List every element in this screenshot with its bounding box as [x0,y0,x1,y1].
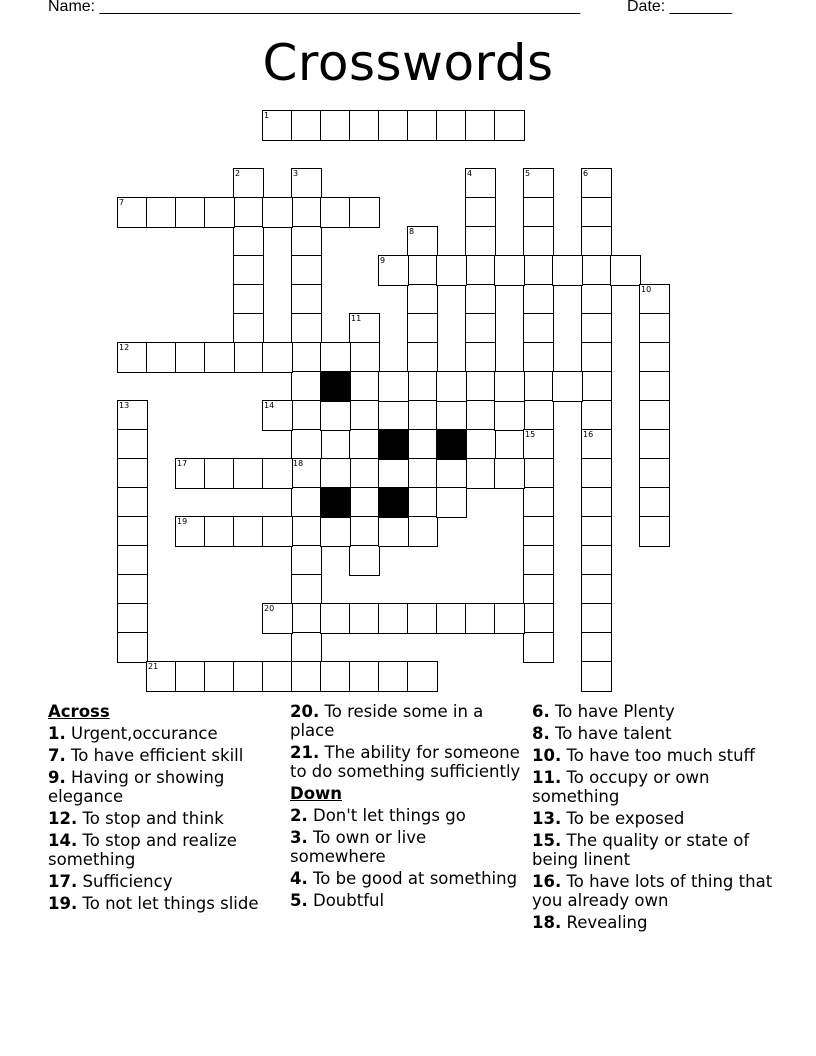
grid-cell[interactable] [523,574,554,605]
grid-cell[interactable] [407,400,438,431]
grid-cell[interactable] [465,255,496,286]
grid-cell[interactable] [117,574,148,605]
grid-cell[interactable] [523,255,554,286]
grid-cell[interactable] [407,487,438,518]
grid-cell[interactable] [465,603,496,634]
grid-cell[interactable] [349,197,380,228]
clue-column-1 [48,702,288,916]
grid-cell[interactable] [378,516,409,547]
clue-text: To own or live somewhere [290,828,427,866]
clue-number: 4. [290,869,308,888]
grid-cell[interactable] [465,168,496,199]
cell-number: 14 [264,401,275,410]
grid-cell[interactable] [436,400,467,431]
grid-cell[interactable] [494,110,525,141]
grid-cell[interactable] [291,371,322,402]
grid-cell[interactable] [291,284,322,315]
grid-cell[interactable] [523,400,554,431]
grid-cell[interactable] [639,458,670,489]
grid-cell[interactable] [581,574,612,605]
grid-cell[interactable] [581,371,612,402]
grid-cell[interactable] [523,632,554,663]
grid-cell[interactable] [378,603,409,634]
grid-cell[interactable] [233,168,264,199]
clue-number: 1. [48,724,66,743]
grid-cell[interactable] [581,255,612,286]
grid-cell[interactable] [378,371,409,402]
clue-number: 21. [290,743,320,762]
grid-cell[interactable] [349,661,380,692]
grid-cell[interactable] [117,458,148,489]
clue-item [290,702,522,740]
grid-cell[interactable] [233,313,264,344]
cell-number: 17 [177,459,188,468]
grid-cell[interactable] [349,516,380,547]
grid-cell[interactable] [378,458,409,489]
grid-cell[interactable] [233,284,264,315]
clue-text: Urgent,occurance [71,724,218,743]
grid-cell[interactable] [581,197,612,228]
clue-column-3 [532,702,782,935]
clue-text: To have too much stuff [566,746,755,765]
grid-cell[interactable] [204,342,235,373]
grid-cell[interactable] [407,516,438,547]
grid-cell[interactable] [581,168,612,199]
grid-cell[interactable] [291,574,322,605]
clue-text: The ability for someone to do something sufficiently [290,743,521,781]
grid-cell[interactable] [581,342,612,373]
grid-cell[interactable] [523,168,554,199]
clue-item [532,746,782,765]
grid-cell[interactable] [233,661,264,692]
grid-cell[interactable] [291,429,322,460]
clue-number: 9. [48,768,66,787]
grid-cell[interactable] [320,661,351,692]
grid-cell[interactable] [581,226,612,257]
clue-item [290,869,522,888]
grid-cell[interactable] [639,313,670,344]
grid-cell[interactable] [523,458,554,489]
grid-cell[interactable] [436,487,467,518]
grid-cell[interactable] [291,255,322,286]
grid-cell[interactable] [291,110,322,141]
grid-cell[interactable] [639,516,670,547]
grid-cell[interactable] [639,400,670,431]
clue-number: 18. [532,913,562,932]
grid-cell[interactable] [320,342,351,373]
grid-cell[interactable] [262,110,293,141]
clue-text: To not let things slide [82,894,259,913]
grid-cell[interactable] [146,661,177,692]
clue-number: 8. [532,724,550,743]
grid-cell[interactable] [407,458,438,489]
grid-cell[interactable] [262,603,293,634]
grid-cell[interactable] [117,429,148,460]
grid-cell[interactable] [407,255,438,286]
date-field-line: Date: _______ [627,0,732,15]
clue-number: 10. [532,746,562,765]
clue-item [532,913,782,932]
grid-cell[interactable] [436,603,467,634]
cell-number: 11 [351,314,362,323]
grid-cell[interactable] [117,603,148,634]
cell-number: 12 [119,343,130,352]
grid-cell[interactable] [378,661,409,692]
grid-cell[interactable] [610,255,641,286]
grid-cell[interactable] [407,661,438,692]
grid-cell[interactable] [465,110,496,141]
grid-cell[interactable] [262,197,293,228]
grid-cell[interactable] [465,400,496,431]
grid-cell[interactable] [117,545,148,576]
clue-item [48,872,288,891]
grid-cell[interactable] [262,342,293,373]
grid-cell[interactable] [291,603,322,634]
grid-cell[interactable] [407,313,438,344]
grid-cell[interactable] [291,487,322,518]
clue-text: To have talent [555,724,672,743]
grid-cell[interactable] [117,342,148,373]
grid-cell[interactable] [204,661,235,692]
grid-cell[interactable] [233,458,264,489]
clue-text: To have lots of thing that you already own [532,872,773,910]
clue-number: 14. [48,831,78,850]
grid-cell[interactable] [349,400,380,431]
grid-cell[interactable] [204,516,235,547]
grid-cell[interactable] [436,110,467,141]
grid-cell[interactable] [494,603,525,634]
grid-cell[interactable] [233,255,264,286]
grid-cell[interactable] [146,342,177,373]
grid-cell[interactable] [523,226,554,257]
cell-number: 6 [583,169,589,178]
grid-cell[interactable] [320,197,351,228]
name-field-line: Name: ______________________________________________________ [48,0,581,15]
clue-text: To be exposed [566,809,685,828]
grid-cell[interactable] [465,313,496,344]
clue-number: 17. [48,872,78,891]
grid-cell[interactable] [291,632,322,663]
grid-cell[interactable] [581,458,612,489]
clue-text: To occupy or own something [532,768,710,806]
grid-cell[interactable] [465,342,496,373]
grid-cell[interactable] [407,429,438,460]
clue-number: 19. [48,894,78,913]
grid-cell[interactable] [436,255,467,286]
grid-cell[interactable] [349,371,380,402]
grid-cell[interactable] [407,110,438,141]
grid-cell[interactable] [552,371,583,402]
grid-cell[interactable] [117,632,148,663]
clue-item [48,831,288,869]
clue-number: 6. [532,702,550,721]
clue-number: 12. [48,809,78,828]
clue-number: 7. [48,746,66,765]
grid-cell[interactable] [175,661,206,692]
grid-cell[interactable] [407,284,438,315]
cell-number: 15 [525,430,536,439]
cell-number: 7 [119,198,125,207]
grid-cell[interactable] [175,197,206,228]
black-cell [378,429,409,460]
grid-cell[interactable] [117,400,148,431]
clue-text: Having or showing elegance [48,768,225,806]
grid-cell[interactable] [465,197,496,228]
clue-item [290,828,522,866]
grid-cell[interactable] [639,371,670,402]
grid-cell[interactable] [523,545,554,576]
grid-cell[interactable] [639,284,670,315]
grid-cell[interactable] [407,603,438,634]
clue-item [532,702,782,721]
clue-text: To be good at something [313,869,518,888]
grid-cell[interactable] [581,603,612,634]
clue-text: To have Plenty [555,702,675,721]
grid-cell[interactable] [581,487,612,518]
grid-cell[interactable] [523,429,554,460]
clue-item [532,724,782,743]
grid-cell[interactable] [291,168,322,199]
clue-number: 16. [532,872,562,891]
grid-cell[interactable] [465,226,496,257]
grid-cell[interactable] [204,197,235,228]
grid-cell[interactable] [204,458,235,489]
page-title: Crosswords [262,34,554,92]
grid-cell[interactable] [378,255,409,286]
black-cell [436,429,467,460]
grid-cell[interactable] [175,458,206,489]
clue-text: Don't let things go [313,806,466,825]
grid-cell[interactable] [581,429,612,460]
clue-item [48,894,288,913]
grid-cell[interactable] [407,342,438,373]
grid-cell[interactable] [581,284,612,315]
clue-item [532,809,782,828]
grid-cell[interactable] [523,371,554,402]
grid-cell[interactable] [581,313,612,344]
grid-cell[interactable] [581,632,612,663]
grid-cell[interactable] [494,400,525,431]
grid-cell[interactable] [291,197,322,228]
grid-cell[interactable] [233,516,264,547]
grid-cell[interactable] [494,458,525,489]
cell-number: 4 [467,169,473,178]
clue-item [290,806,522,825]
grid-cell[interactable] [262,458,293,489]
grid-cell[interactable] [494,371,525,402]
grid-cell[interactable] [378,110,409,141]
clue-item [48,746,288,765]
clue-number: 2. [290,806,308,825]
clue-text: To stop and think [82,809,224,828]
grid-cell[interactable] [639,487,670,518]
grid-cell[interactable] [639,429,670,460]
grid-cell[interactable] [581,545,612,576]
grid-cell[interactable] [320,603,351,634]
grid-cell[interactable] [349,110,380,141]
grid-cell[interactable] [146,197,177,228]
clue-item [532,831,782,869]
section-heading-across: Across [48,702,110,721]
clue-column-2 [290,702,522,913]
clue-number: 3. [290,828,308,847]
grid-cell[interactable] [117,197,148,228]
grid-cell[interactable] [117,516,148,547]
clue-text: Doubtful [313,891,385,910]
clue-text: Sufficiency [82,872,173,891]
grid-cell[interactable] [320,516,351,547]
clue-number: 11. [532,768,562,787]
grid-cell[interactable] [407,371,438,402]
section-heading-down: Down [290,784,343,803]
cell-number: 3 [293,169,299,178]
grid-cell[interactable] [291,226,322,257]
clue-item [48,724,288,743]
grid-cell[interactable] [320,400,351,431]
cell-number: 9 [380,256,386,265]
grid-cell[interactable] [523,284,554,315]
grid-cell[interactable] [465,458,496,489]
clue-item [290,743,522,781]
clue-item [532,768,782,806]
grid-cell[interactable] [436,371,467,402]
grid-cell[interactable] [291,661,322,692]
grid-cell[interactable] [523,487,554,518]
grid-cell[interactable] [465,284,496,315]
grid-cell[interactable] [465,371,496,402]
cell-number: 2 [235,169,241,178]
grid-cell[interactable] [639,342,670,373]
grid-cell[interactable] [291,516,322,547]
grid-cell[interactable] [291,400,322,431]
grid-cell[interactable] [233,226,264,257]
grid-cell[interactable] [233,197,264,228]
clue-text: Revealing [566,913,648,932]
clue-number: 13. [532,809,562,828]
grid-cell[interactable] [349,603,380,634]
grid-cell[interactable] [320,110,351,141]
grid-cell[interactable] [581,400,612,431]
clue-text: To reside some in a place [290,702,484,740]
clue-item [48,768,288,806]
clue-item [290,891,522,910]
clue-number: 15. [532,831,562,850]
cell-number: 21 [148,662,159,671]
grid-cell[interactable] [349,342,380,373]
grid-cell[interactable] [349,429,380,460]
grid-cell[interactable] [349,545,380,576]
black-cell [320,371,351,402]
cell-number: 16 [583,430,594,439]
grid-cell[interactable] [233,342,264,373]
grid-cell[interactable] [552,255,583,286]
black-cell [320,487,351,518]
grid-cell[interactable] [291,313,322,344]
grid-cell[interactable] [349,313,380,344]
clue-text: To have efficient skill [71,746,244,765]
grid-cell[interactable] [407,226,438,257]
grid-cell[interactable] [581,661,612,692]
grid-cell[interactable] [436,458,467,489]
grid-cell[interactable] [523,197,554,228]
grid-cell[interactable] [349,487,380,518]
grid-cell[interactable] [494,255,525,286]
black-cell [378,487,409,518]
grid-cell[interactable] [291,545,322,576]
cell-number: 1 [264,111,270,120]
clue-item [532,872,782,910]
cell-number: 20 [264,604,275,613]
grid-cell[interactable] [523,313,554,344]
grid-cell[interactable] [262,400,293,431]
grid-cell[interactable] [320,458,351,489]
clue-number: 5. [290,891,308,910]
cell-number: 18 [293,459,304,468]
grid-cell[interactable] [523,603,554,634]
clue-text: To stop and realize something [48,831,237,869]
grid-cell[interactable] [175,342,206,373]
grid-cell[interactable] [262,661,293,692]
grid-cell[interactable] [523,342,554,373]
clue-item [48,809,288,828]
grid-cell[interactable] [349,458,380,489]
cell-number: 13 [119,401,130,410]
grid-cell[interactable] [117,487,148,518]
cell-number: 8 [409,227,415,236]
cell-number: 19 [177,517,188,526]
grid-cell[interactable] [175,516,206,547]
clue-number: 20. [290,702,320,721]
cell-number: 10 [641,285,652,294]
grid-cell[interactable] [291,458,322,489]
grid-cell[interactable] [465,429,496,460]
grid-cell[interactable] [523,516,554,547]
clue-text: The quality or state of being linent [532,831,750,869]
cell-number: 5 [525,169,531,178]
grid-cell[interactable] [262,516,293,547]
grid-cell[interactable] [581,516,612,547]
grid-cell[interactable] [378,400,409,431]
grid-cell[interactable] [291,342,322,373]
